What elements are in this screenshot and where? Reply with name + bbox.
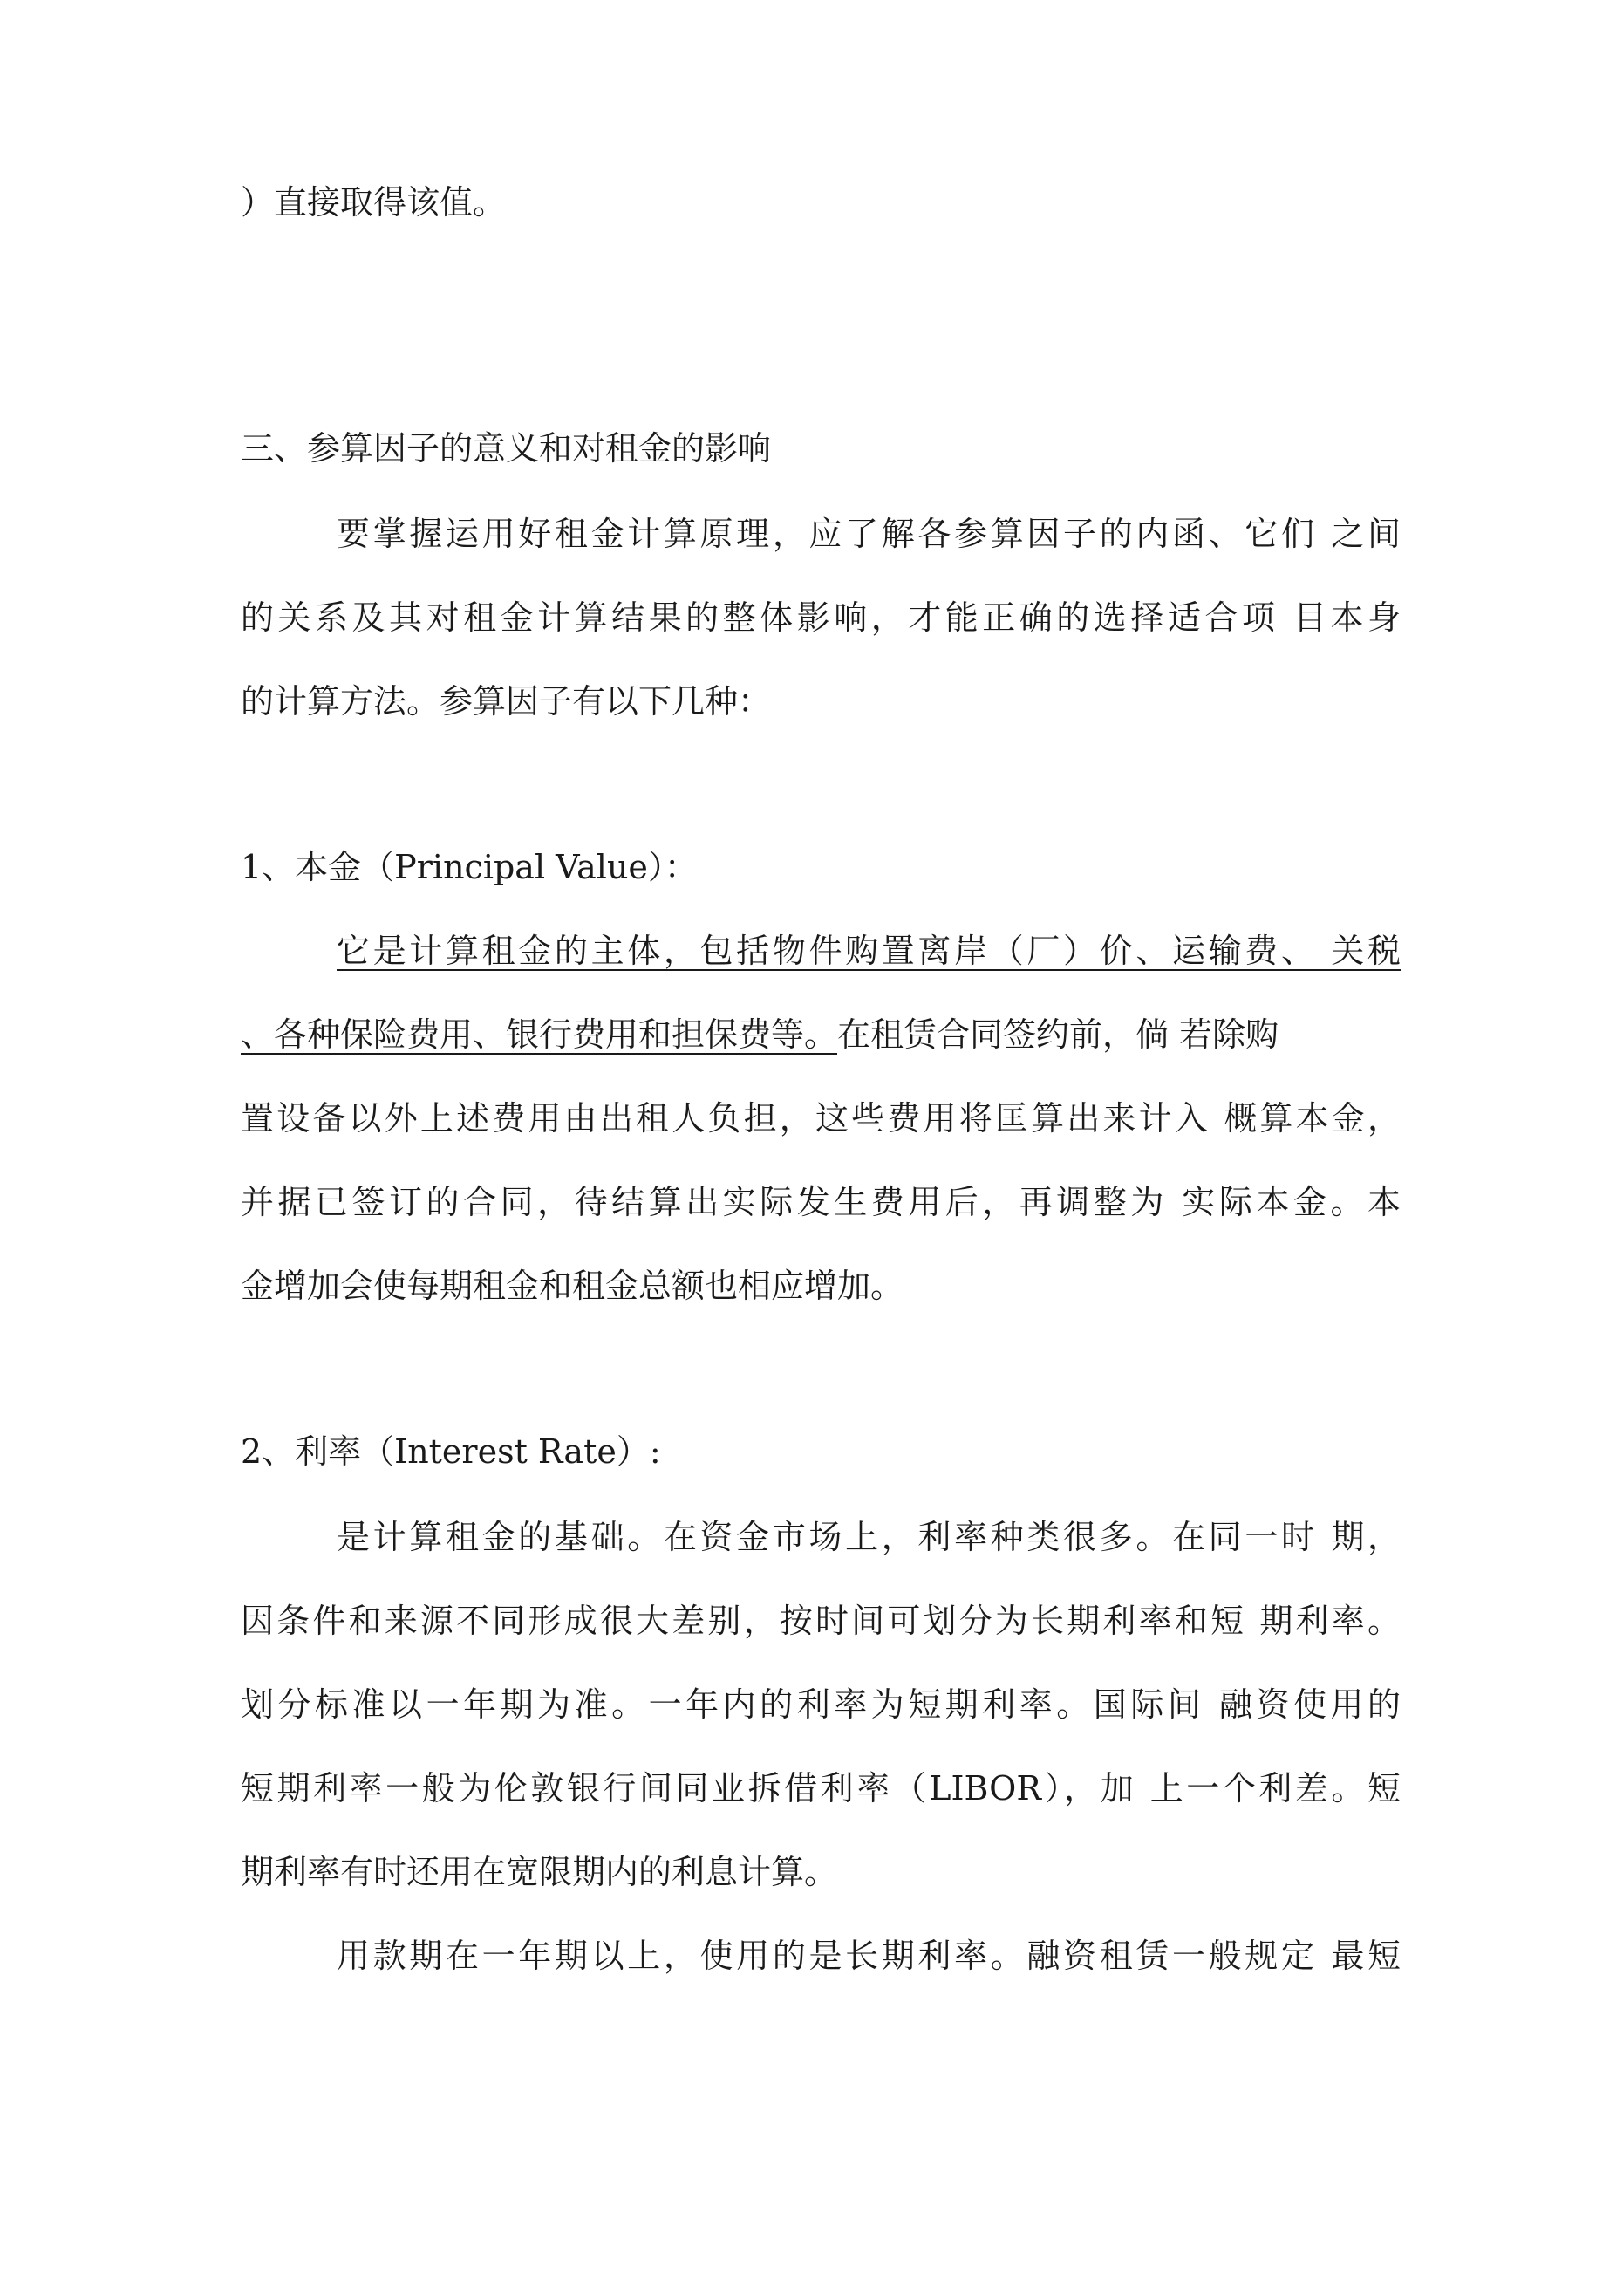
section-heading: 三、参算因子的意义和对租金的影响 [241, 429, 772, 468]
item1-line-1: 它是计算租金的主体，包括物件购置离岸（厂）价、运输费、 关税 [337, 932, 1401, 970]
item1-line-2-underlined: 、各种保险费用、银行费用和担保费等。 [241, 1015, 838, 1054]
item2-line-4: 短期利率一般为伦敦银行间同业拆借利率（LIBOR），加 上一个利差。短 [241, 1769, 1401, 1807]
item1-heading: 1、本金（Principal Value）： [241, 848, 698, 886]
item1-line-3: 置设备以外上述费用由出租人负担，这些费用将匡算出来计入 概算本金， [241, 1099, 1401, 1138]
item2-heading: 2、利率（Interest Rate）: [241, 1432, 661, 1471]
item2-line-1: 是计算租金的基础。在资金市场上，利率种类很多。在同一时 期， [337, 1518, 1401, 1556]
item1-line-4: 并据已签订的合同，待结算出实际发生费用后，再调整为 实际本金。本 [241, 1183, 1401, 1221]
item2-line-3: 划分标准以一年期为准。一年内的利率为短期利率。国际间 融资使用的 [241, 1685, 1401, 1724]
intro-line-1: 要掌握运用好租金计算原理，应了解各参算因子的内函、它们 之间 [337, 515, 1401, 553]
item1-line-2 [241, 1014, 1401, 1056]
intro-line-3: 的计算方法。参算因子有以下几种： [241, 682, 772, 721]
item2-line-5: 期利率有时还用在宽限期内的利息计算。 [241, 1853, 838, 1891]
item1-line-2-rest: 在租赁合同签约前，倘 若除购 [837, 1015, 1279, 1054]
item2-line-2: 因条件和来源不同形成很大差别，按时间可划分为长期利率和短 期利率。 [241, 1602, 1401, 1640]
intro-line-2: 的关系及其对租金计算结果的整体影响，才能正确的选择适合项 目本身 [241, 598, 1401, 637]
item2-line-6: 用款期在一年期以上，使用的是长期利率。融资租赁一般规定 最短 [337, 1937, 1401, 1975]
top-fragment: ）直接取得该值。 [241, 183, 507, 222]
item1-line-5: 金增加会使每期租金和租金总额也相应增加。 [241, 1267, 904, 1305]
